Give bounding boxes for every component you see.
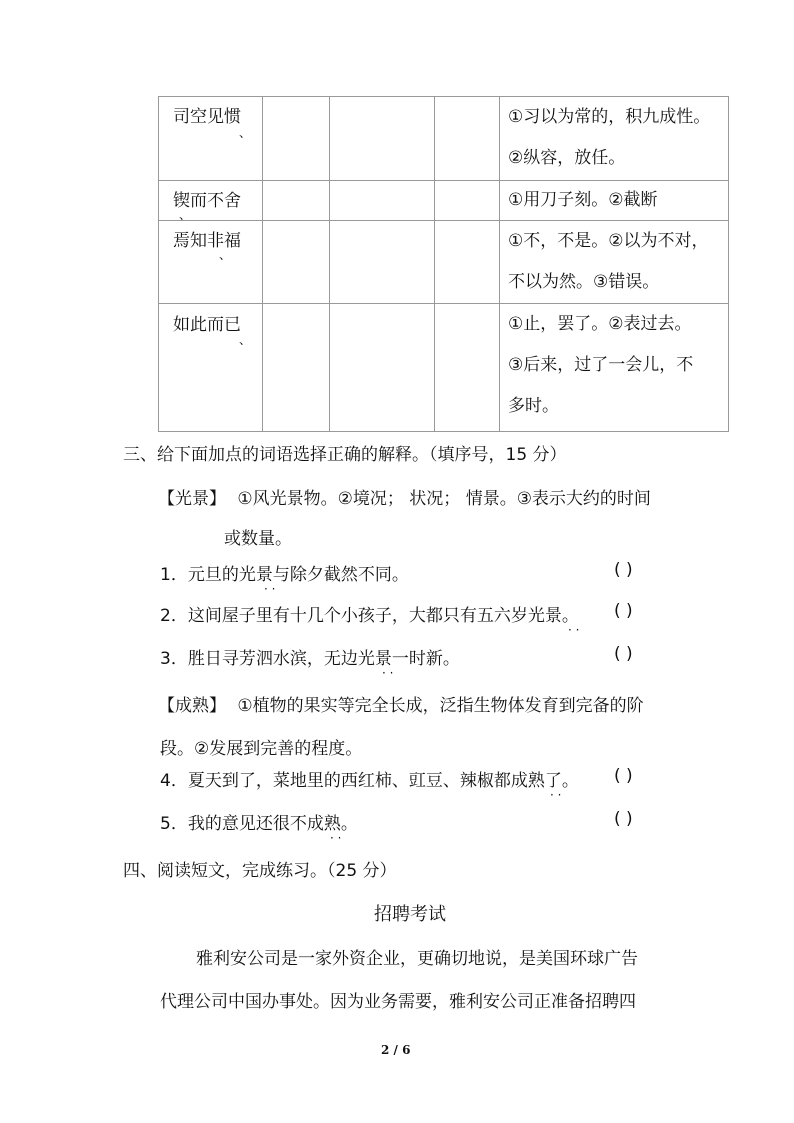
table-row [159, 221, 729, 304]
passage-title: 招聘考试 [374, 904, 446, 925]
answer-blank-5[interactable]: ( ) [614, 809, 633, 829]
emphasis-mark: 、 [179, 208, 192, 222]
blank-cell[interactable] [330, 304, 435, 432]
entry-definition: ①风光景物。②境况； 状况； 情景。③表示大约的时间 [237, 489, 651, 509]
question-3: 3．胜日寻芳泗水滨，无边光景一时新。 [160, 649, 460, 669]
blank-cell[interactable] [263, 221, 330, 304]
definition-line: ③后来，过了一会儿，不 [508, 355, 694, 375]
emphasis-mark: 、 [239, 333, 252, 347]
term-cell [159, 221, 263, 304]
entry-chengshu [158, 691, 644, 716]
definition-cell [500, 221, 729, 304]
blank-cell[interactable] [263, 97, 330, 181]
emphasis-dots: · · [330, 831, 342, 845]
definition-line: ①用刀子刻。②截断 [508, 190, 658, 210]
blank-cell[interactable] [330, 181, 435, 221]
passage-line: 雅利安公司是一家外资企业，更确切地说，是美国环球广告 [196, 949, 638, 969]
definition-cell [500, 304, 729, 432]
emphasis-dots: · · [568, 623, 580, 637]
passage-line: 代理公司中国办事处。因为业务需要，雅利安公司正准备招聘四 [160, 992, 636, 1012]
entry-label: 【成熟】 [158, 696, 226, 716]
vocabulary-table [158, 96, 729, 432]
blank-cell[interactable] [330, 97, 435, 181]
emphasis-dots: · · [382, 666, 394, 680]
definition-line: ①止，罢了。②表过去。 [508, 314, 692, 334]
definition-cell [500, 97, 729, 181]
answer-blank-3[interactable]: ( ) [614, 644, 633, 664]
blank-cell[interactable] [263, 181, 330, 221]
definition-line: 多时。 [508, 396, 559, 416]
definition-line: 不以为然。③错误。 [508, 272, 660, 292]
question-4: 4．夏天到了，菜地里的西红柿、豇豆、辣椒都成熟了。 [160, 771, 579, 791]
definition-line: ②纵容，放任。 [508, 148, 626, 168]
term-cell [159, 97, 263, 181]
definition-line: ①习以为常的，积九成性。 [508, 107, 711, 127]
entry-definition-cont: 或数量。 [224, 529, 292, 549]
term-cell [159, 304, 263, 432]
table-row [159, 304, 729, 432]
term: 司空见惯 [173, 107, 241, 127]
definition-line: ①不，不是。②以为不对， [508, 231, 709, 251]
table-row [159, 181, 729, 221]
term: 锲而不舍 [173, 191, 241, 211]
entry-definition-cont: 段。②发展到完善的程度。 [160, 739, 363, 759]
term: 如此而已 [173, 315, 241, 335]
blank-cell[interactable] [435, 97, 500, 181]
emphasis-mark: 、 [219, 248, 232, 262]
emphasis-dots: · · [550, 788, 562, 802]
section4-heading: 四、阅读短文，完成练习。（25 分） [123, 861, 397, 881]
table-row [159, 97, 729, 181]
entry-label: 【光景】 [158, 489, 226, 509]
blank-cell[interactable] [330, 221, 435, 304]
term-cell [159, 181, 263, 221]
entry-guangjing [158, 484, 651, 509]
emphasis-mark: 、 [239, 126, 252, 140]
definition-cell [500, 181, 729, 221]
question-2: 2．这间屋子里有十几个小孩子，大都只有五六岁光景。 [160, 606, 579, 626]
entry-definition: ①植物的果实等完全长成，泛指生物体发育到完备的阶 [237, 696, 644, 716]
answer-blank-1[interactable]: ( ) [614, 560, 633, 580]
question-1: 1．元旦的光景与除夕截然不同。 [160, 565, 409, 585]
blank-cell[interactable] [435, 181, 500, 221]
answer-blank-4[interactable]: ( ) [614, 766, 633, 786]
emphasis-dots: · · [264, 582, 276, 596]
term: 焉知非福 [173, 231, 241, 251]
section3-heading: 三、给下面加点的词语选择正确的解释。（填序号，15 分） [123, 445, 567, 465]
blank-cell[interactable] [435, 304, 500, 432]
page-number: 2 / 6 [381, 1043, 411, 1057]
blank-cell[interactable] [263, 304, 330, 432]
answer-blank-2[interactable]: ( ) [614, 601, 633, 621]
blank-cell[interactable] [435, 221, 500, 304]
question-5: 5．我的意见还很不成熟。 [160, 814, 358, 834]
